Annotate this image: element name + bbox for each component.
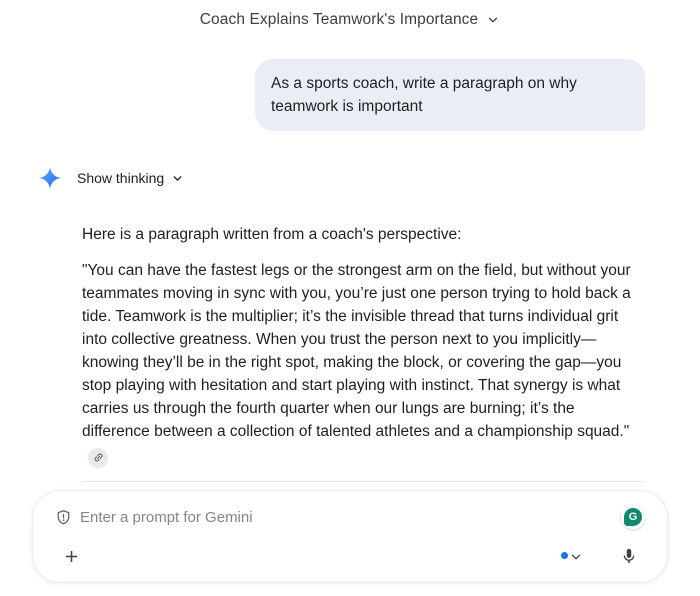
response-divider (82, 481, 645, 482)
microphone-button[interactable] (615, 542, 643, 570)
prompt-input[interactable] (80, 509, 613, 526)
assistant-header-row (38, 166, 700, 190)
user-message-bubble: As a sports coach, write a paragraph on why teamwork is important (255, 59, 645, 131)
shield-alert-icon (55, 509, 72, 526)
grammarly-letter: G (628, 511, 638, 523)
composer-actions-row (55, 542, 645, 570)
source-link-chip[interactable] (88, 448, 108, 468)
response-quote (82, 259, 645, 468)
grammarly-icon[interactable] (621, 505, 645, 529)
model-selector-button[interactable] (561, 548, 583, 564)
response-intro: Here is a paragraph written from a coach's perspective: (82, 226, 462, 243)
assistant-response (82, 223, 645, 468)
composer-input-row (55, 505, 645, 529)
response-quote-text: "You can have the fastest legs or the strongest arm on the field, but without your teammates moving in sync with you, you’re just one person trying to hold back a tide. Teamwork is the multiplier; it’s the invisible thread that turns individual grit into collective greatness. When you trust the person next to you implicitly—knowing they’ll be in the right spot, making the block, or covering the gap—you stop playing with hesitation and start playing with instinct. That synergy is what carries us through the fourth quarter when our lungs are burning; it’s the difference between a collection of talented athletes and a championship squad." (82, 262, 631, 440)
show-thinking-button[interactable] (77, 170, 184, 186)
thinking-chevron-down-icon (171, 172, 184, 185)
model-chevron-down-icon (569, 550, 583, 564)
gemini-sparkle-icon (38, 166, 62, 190)
prompt-composer[interactable] (32, 490, 668, 583)
title-chevron-down-icon[interactable] (486, 13, 500, 27)
show-thinking-label: Show thinking (77, 170, 165, 186)
add-attachment-button[interactable] (57, 542, 85, 570)
notification-dot-icon (561, 552, 568, 559)
user-message-row (0, 59, 700, 131)
conversation-header (0, 0, 700, 29)
conversation-title[interactable]: Coach Explains Teamwork's Importance (199, 11, 479, 28)
